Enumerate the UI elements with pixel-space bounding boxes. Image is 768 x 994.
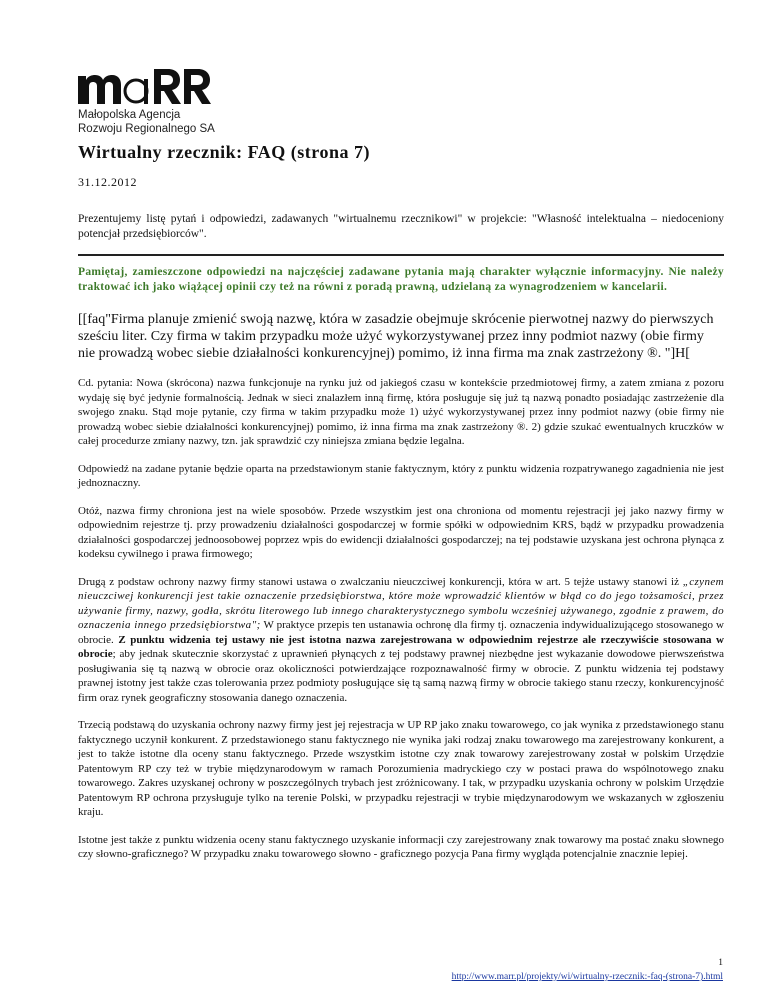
agency-name-line1: Małopolska Agencja — [78, 109, 181, 121]
answer-paragraph-3: Trzecią podstawą do uzyskania ochrony nazwy firmy jest jej rejestracja w UP RP jako znaku towarowego, co jak wynika z przedstawionego stanu faktycznego uczynił konkurent. Z przedstawionego stanu faktycznego nie wynika jaki rodzaj znaku towarowego ma zarejestrowany konkurent, a jest to także istotne dla oceny stanu faktycznego. Przede wszystkim istotne czy znak towarowy zarejestrowany został w polskim Urzędzie Patentowym RP czy też w trybie międzynarodowym w ramach Porozumienia madryckiego czy w postaci prawa do wspólnotowego znaku towarowego. Zakres uzyskanej ochrony w poszczególnych trybach jest zróżnicowany. I tak, w przypadku uzyskania ochrony w polskim Urzędzie Patentowym RP ochrona przysługuje tylko na terenie Polski, w przypadku rejestracji w trybie międzynarodowym we wskazanych w zgłoszeniu kraju. — [78, 719, 724, 818]
answer-paragraph-2-tail: ; aby jednak skutecznie skorzystać z uprawnień płynących z tej podstawy prawnej niezbędne jest wykazanie dowodowe pierwszeństwa posługiwania się tą nazwą w obrocie oraz okoliczności potwierdzające rozpoznawalność firmy w obrocie. Z punktu widzenia tej podstawy prawnej istotny jest także czas tolerowania przez podmioty posługujące się tą samą nazwą firmy w obrocie takiego stanu rzeczy, konkurencyjność firm oraz rynek geograficzny stosowania danego oznaczenia. — [78, 648, 724, 704]
page-footer — [452, 956, 723, 984]
key-point-bold: Z punktu widzenia tej ustawy nie jest istotna nazwa zarejestrowana w odpowiednim rejestrze ale rzeczywiście stosowana w obrocie — [78, 633, 724, 660]
disclaimer-notice: Pamiętaj, zamieszczone odpowiedzi na najczęściej zadawane pytania mają charakter wyłącznie informacyjny. Nie należy traktować ich jako wiążącej opinii czy też na równi z poradą prawną, udzielaną za wynagrodzeniem w kancelarii. — [78, 266, 724, 293]
answer-paragraph-1: Otóż, nazwa firmy chroniona jest na wiele sposobów. Przede wszystkim jest ona chroniona od momentu rejestracji jej jako nazwy firmy w odpowiednim rejestrze tj. przy prowadzeniu działalności gospodarczej w formie spółki w odpowiednim KRS, bądź w przypadku prowadzenia działalności gospodarczej jednoosobowej poprzez wpis do ewidencji działalności gospodarczej; na tej podstawie uzyskana jest ochrona płynąca z kodeksu cywilnego i prawa firmowego; — [78, 504, 724, 560]
intro-paragraph: Prezentujemy listę pytań i odpowiedzi, zadawanych "wirtualnemu rzecznikowi" w projekcie: "Własność intelektualna – niedoceniony potencjał przedsiębiorców". — [78, 213, 724, 240]
law-quote: „czynem nieuczciwej konkurencji jest takie oznaczenie przedsiębiorstwa, które może wprowadzić klientów w błąd co do jego tożsamości, przez używanie firmy, nazwy, godła, skrótu literowego lub innego charakterystycznego symbolu wcześniej używanego, zgodnie z prawem, do oznaczenia innego przedsiębiorstwa"; — [78, 575, 724, 631]
publish-date: 31.12.2012 — [78, 175, 137, 189]
faq-question: [[faq"Firma planuje zmienić swoją nazwę, która w zasadzie obejmuje skrócenie pierwotnej nazwy do pierwszych sześciu liter. Czy firma w takim przypadku może użyć wykorzystywanej przez inny podmiot nazwy (obie firmy nie prowadzą wobec siebie działalności konkurencyjnej) pomimo, iż inna firma ma znak zastrzeżony ®. "]H[ — [78, 312, 714, 361]
agency-name-line2: Rozwoju Regionalnego SA — [78, 123, 215, 135]
answer-intro: Odpowiedź na zadane pytanie będzie oparta na przedstawionym stanie faktycznym, który z punktu widzenia rozpatrywanego zagadnienia nie jest jednoznaczny. — [78, 462, 724, 489]
page-title: Wirtualny rzecznik: FAQ (strona 7) — [78, 142, 370, 162]
question-continuation: Cd. pytania: Nowa (skrócona) nazwa funkcjonuje na rynku już od jakiegoś czasu w kontekście przedmiotowej firmy, a zatem zmiana z pozoru wydaję się być jedynie formalnością. Jednak w sieci znalazłem inną firmę, która posługuje się już tą nazwą ponadto posiadając zastrzeżenie dla swojego znaku. Stąd moje pytanie, czy firma w takim przypadku może 1) użyć wykorzystywanej przez inny podmiot nazwy (obie firmy nie prowadzą wobec siebie działalności konkurencyjnej) pomimo, iż inna firma ma znak zastrzeżony ®. 2) gdzie szukać ewentualnych kruczków w całej procedurze zmiany nazwy, tzn. jak sprawdzić czy niniejsza zmiana będzie legalna. — [78, 377, 724, 447]
answer-paragraph-2-lead: Drugą z podstaw ochrony nazwy firmy stanowi ustawa o zwalczaniu nieuczciwej konkurencji, która w art. 5 tejże ustawy stanowi iż — [78, 575, 683, 588]
marr-logo-mark-icon — [78, 66, 218, 106]
answer-paragraph-2 — [78, 575, 724, 706]
page-number: 1 — [718, 958, 723, 968]
agency-name — [78, 108, 218, 136]
answer-paragraph-4: Istotne jest także z punktu widzenia oceny stanu faktycznego uzyskanie informacji czy zarejestrowany znak towarowy ma postać znaku słownego czy słowno-graficznego? W przypadku znaku towarowego słowno - graficznego pozycja Pana firmy wygląda potencjalnie znacznie lepiej. — [78, 833, 724, 860]
marr-logo — [78, 66, 218, 136]
divider — [78, 254, 724, 256]
document-content — [78, 142, 724, 875]
answer-paragraph-2-mid: W praktyce przepis ten ustanawia ochronę dla firmy tj. oznaczenia indywidualizującego stosowanego w obrocie. — [78, 619, 724, 646]
source-url-link[interactable]: http://www.marr.pl/projekty/wi/wirtualny-rzecznik:-faq-(strona-7).html — [451, 972, 723, 982]
